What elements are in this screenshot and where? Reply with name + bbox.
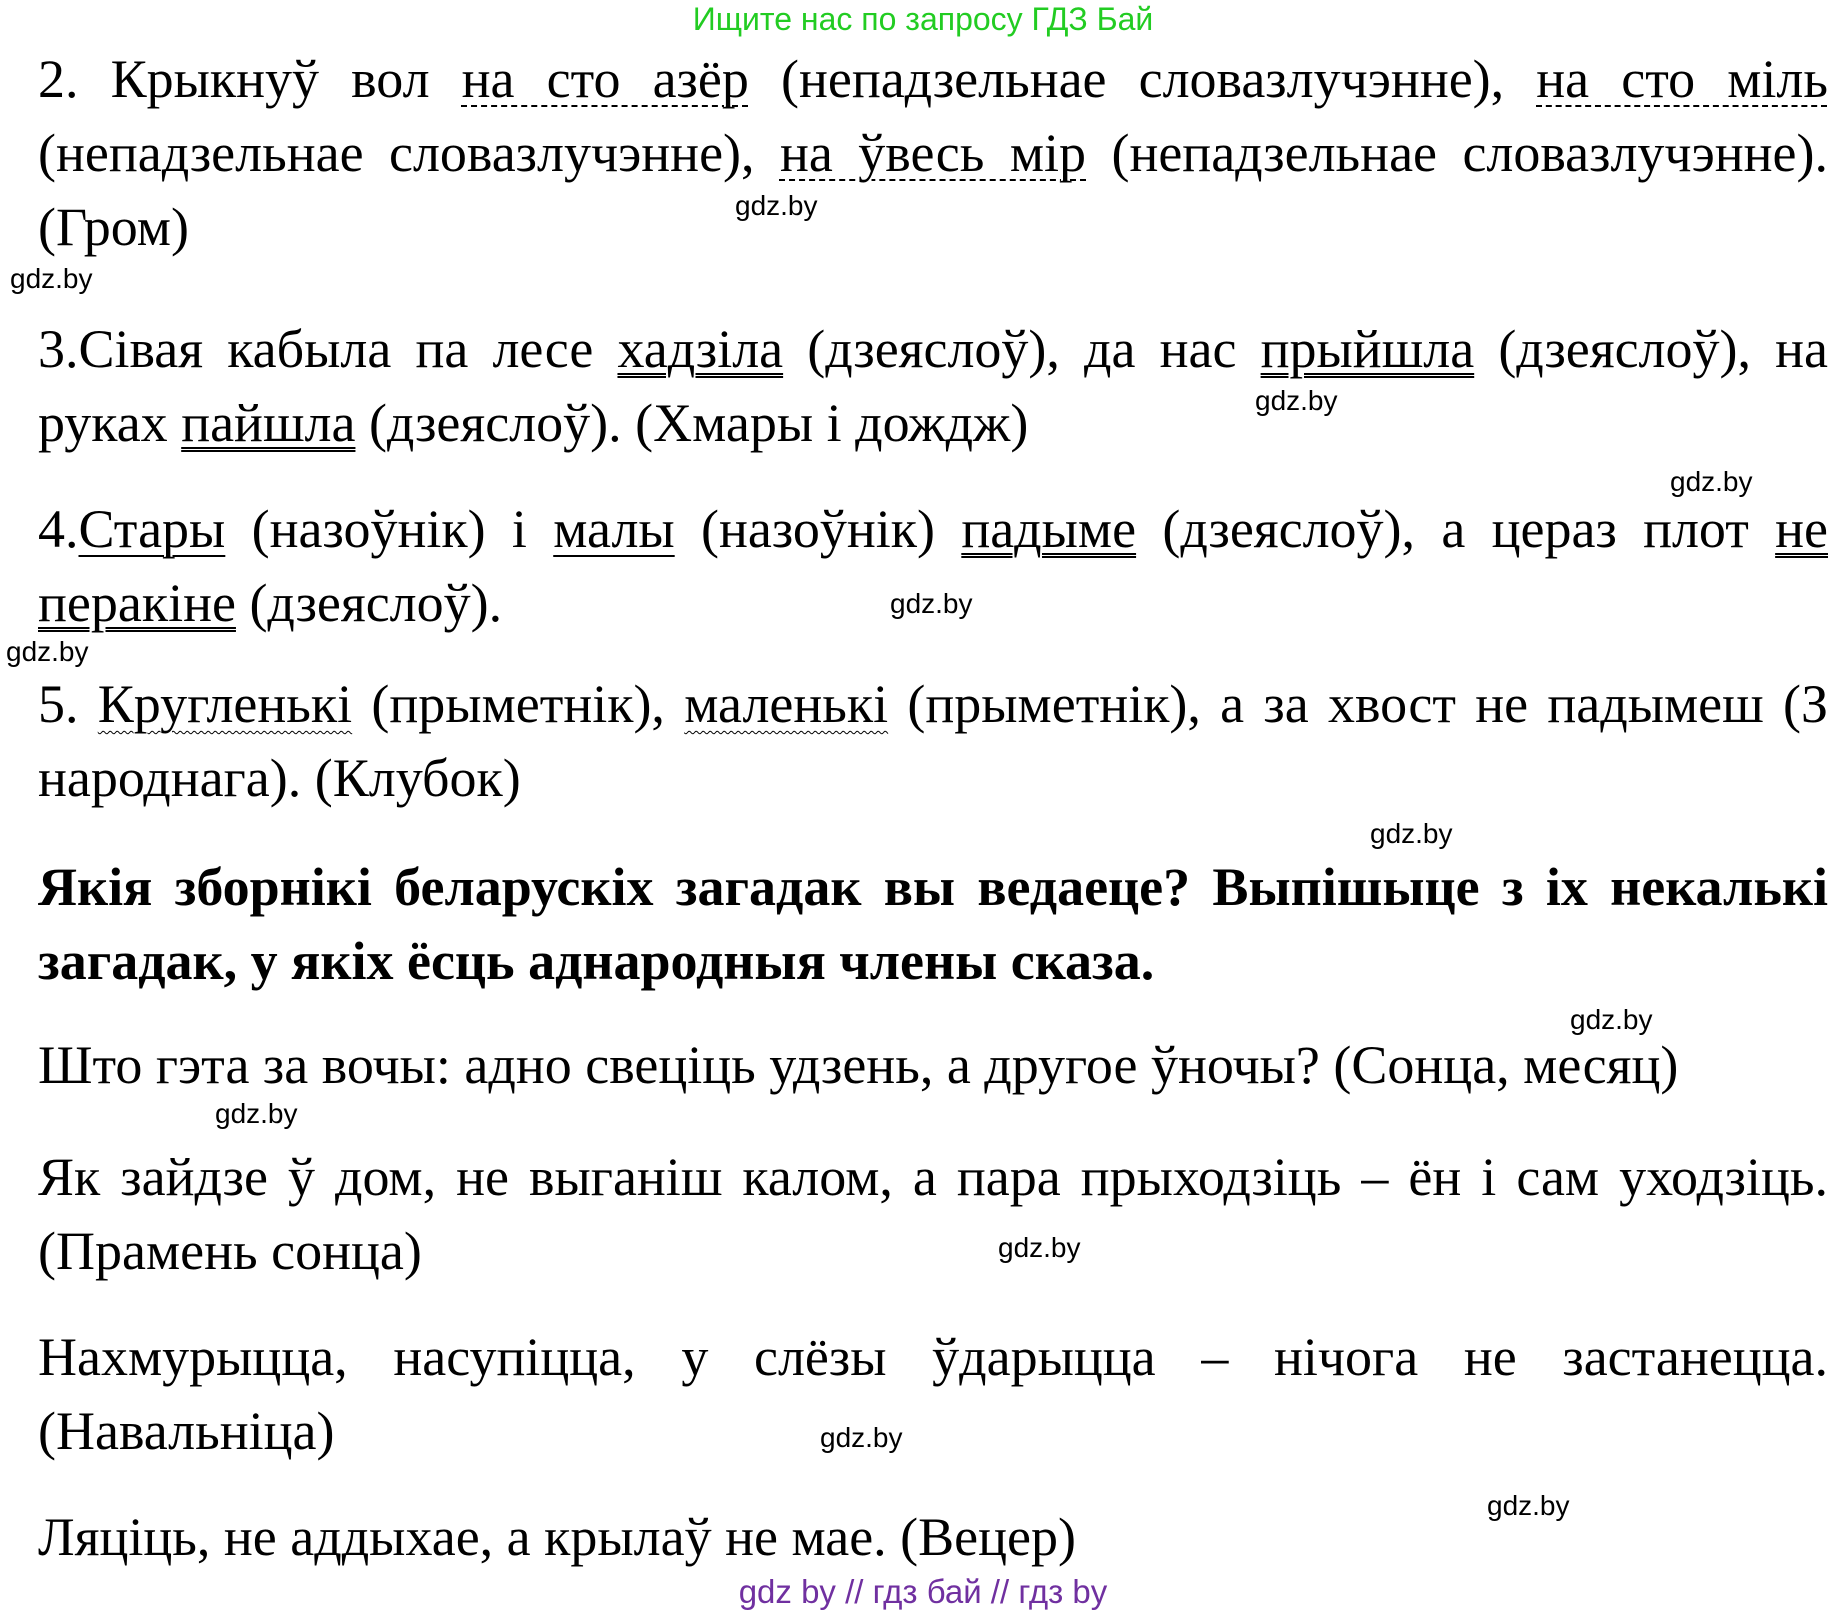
- watermark: gdz.by: [890, 588, 973, 619]
- riddle-3-verb-3: пайшла: [181, 393, 356, 453]
- riddle-3-text-3: (дзеяслоў), на руках: [38, 319, 1828, 453]
- riddle-2-text-2: (непадзельнае словазлучэнне),: [748, 49, 1537, 109]
- watermark: gdz.by: [1370, 818, 1453, 849]
- riddle-2: [38, 42, 1828, 264]
- task-question: Якія зборнікі беларускіх загадак вы ведаеце? Выпішыце з іх некалькі загадак, у якіх ёсць аднародныя члены сказа.: [38, 857, 1828, 991]
- riddle-3-text-2: (дзеяслоў), да нас: [783, 319, 1261, 379]
- watermark: gdz.by: [998, 1232, 1081, 1263]
- watermark: gdz.by: [6, 636, 89, 667]
- riddle-answer-4: Ляціць, не аддыхае, а крылаў не мае. (Вецер): [38, 1507, 1076, 1567]
- riddle-2-text-1: 2. Крыкнуў вол: [38, 49, 462, 109]
- riddle-3-text-4: (дзеяслоў). (Хмары і дождж): [355, 393, 1029, 453]
- watermark: gdz.by: [1670, 466, 1753, 497]
- watermark: gdz.by: [1255, 385, 1338, 416]
- riddle-2-text-3: (непадзельнае словазлучэнне),: [38, 123, 780, 183]
- riddle-5-adjective-1: Кругленькі: [97, 674, 353, 734]
- footer-credits: gdz by // гдз бай // гдз by: [738, 1573, 1108, 1610]
- riddle-2-phrase-1: на сто азёр: [461, 49, 749, 109]
- riddle-3: [38, 312, 1828, 460]
- riddle-3-text-1: 3.Сівая кабыла па лесе: [38, 319, 618, 379]
- riddle-answer-1: Што гэта за вочы: адно свеціць удзень, а другое ўночы? (Сонца, месяц): [38, 1035, 1679, 1095]
- riddle-5-adjective-2: маленькі: [684, 674, 889, 734]
- riddle-5-text-1: 5.: [38, 674, 98, 734]
- search-banner: Ищите нас по запросу ГДЗ Бай: [692, 1, 1154, 37]
- watermark: gdz.by: [820, 1422, 903, 1453]
- riddle-4-noun-2: малы: [553, 499, 675, 559]
- riddle-4-noun-1: Стары: [78, 499, 226, 559]
- watermark: gdz.by: [10, 263, 93, 294]
- riddle-5-text-2: (прыметнік),: [352, 674, 685, 734]
- riddle-5-text-3: (прыметнік), а за хвост не падымеш (З народнага). (Клубок): [38, 674, 1829, 808]
- riddle-4-verb-2: не перакіне: [38, 499, 1828, 633]
- riddle-4-text-3: (назоўнік): [674, 499, 962, 559]
- watermark: gdz.by: [735, 190, 818, 221]
- riddle-4-text-5: (дзеяслоў).: [235, 573, 503, 633]
- riddle-4-text-4: (дзеяслоў), а цераз плот: [1136, 499, 1776, 559]
- riddle-3-verb-1: хадзіла: [617, 319, 784, 379]
- riddle-answer-3: Нахмурыцца, насупіцца, у слёзы ўдарыцца – нічога не застанецца. (Навальніца): [38, 1327, 1828, 1461]
- riddle-4-verb-1: падыме: [961, 499, 1137, 559]
- riddle-3-verb-2: прыйшла: [1260, 319, 1475, 379]
- riddle-2-phrase-2: на сто міль: [1536, 49, 1828, 109]
- watermark: gdz.by: [1570, 1004, 1653, 1035]
- riddle-4-text-1: 4.: [38, 499, 79, 559]
- riddle-answer-2: Як зайдзе ў дом, не выганіш калом, а пара прыходзіць – ён і сам уходзіць. (Прамень сонца): [38, 1147, 1828, 1281]
- watermark: gdz.by: [1487, 1490, 1570, 1521]
- riddle-2-text-4: (непадзельнае словазлучэнне). (Гром): [38, 123, 1828, 257]
- watermark: gdz.by: [215, 1098, 298, 1129]
- riddle-5: [38, 667, 1828, 815]
- riddle-4-text-2: (назоўнік) і: [225, 499, 554, 559]
- riddle-2-phrase-3: на ўвесь мір: [779, 123, 1087, 183]
